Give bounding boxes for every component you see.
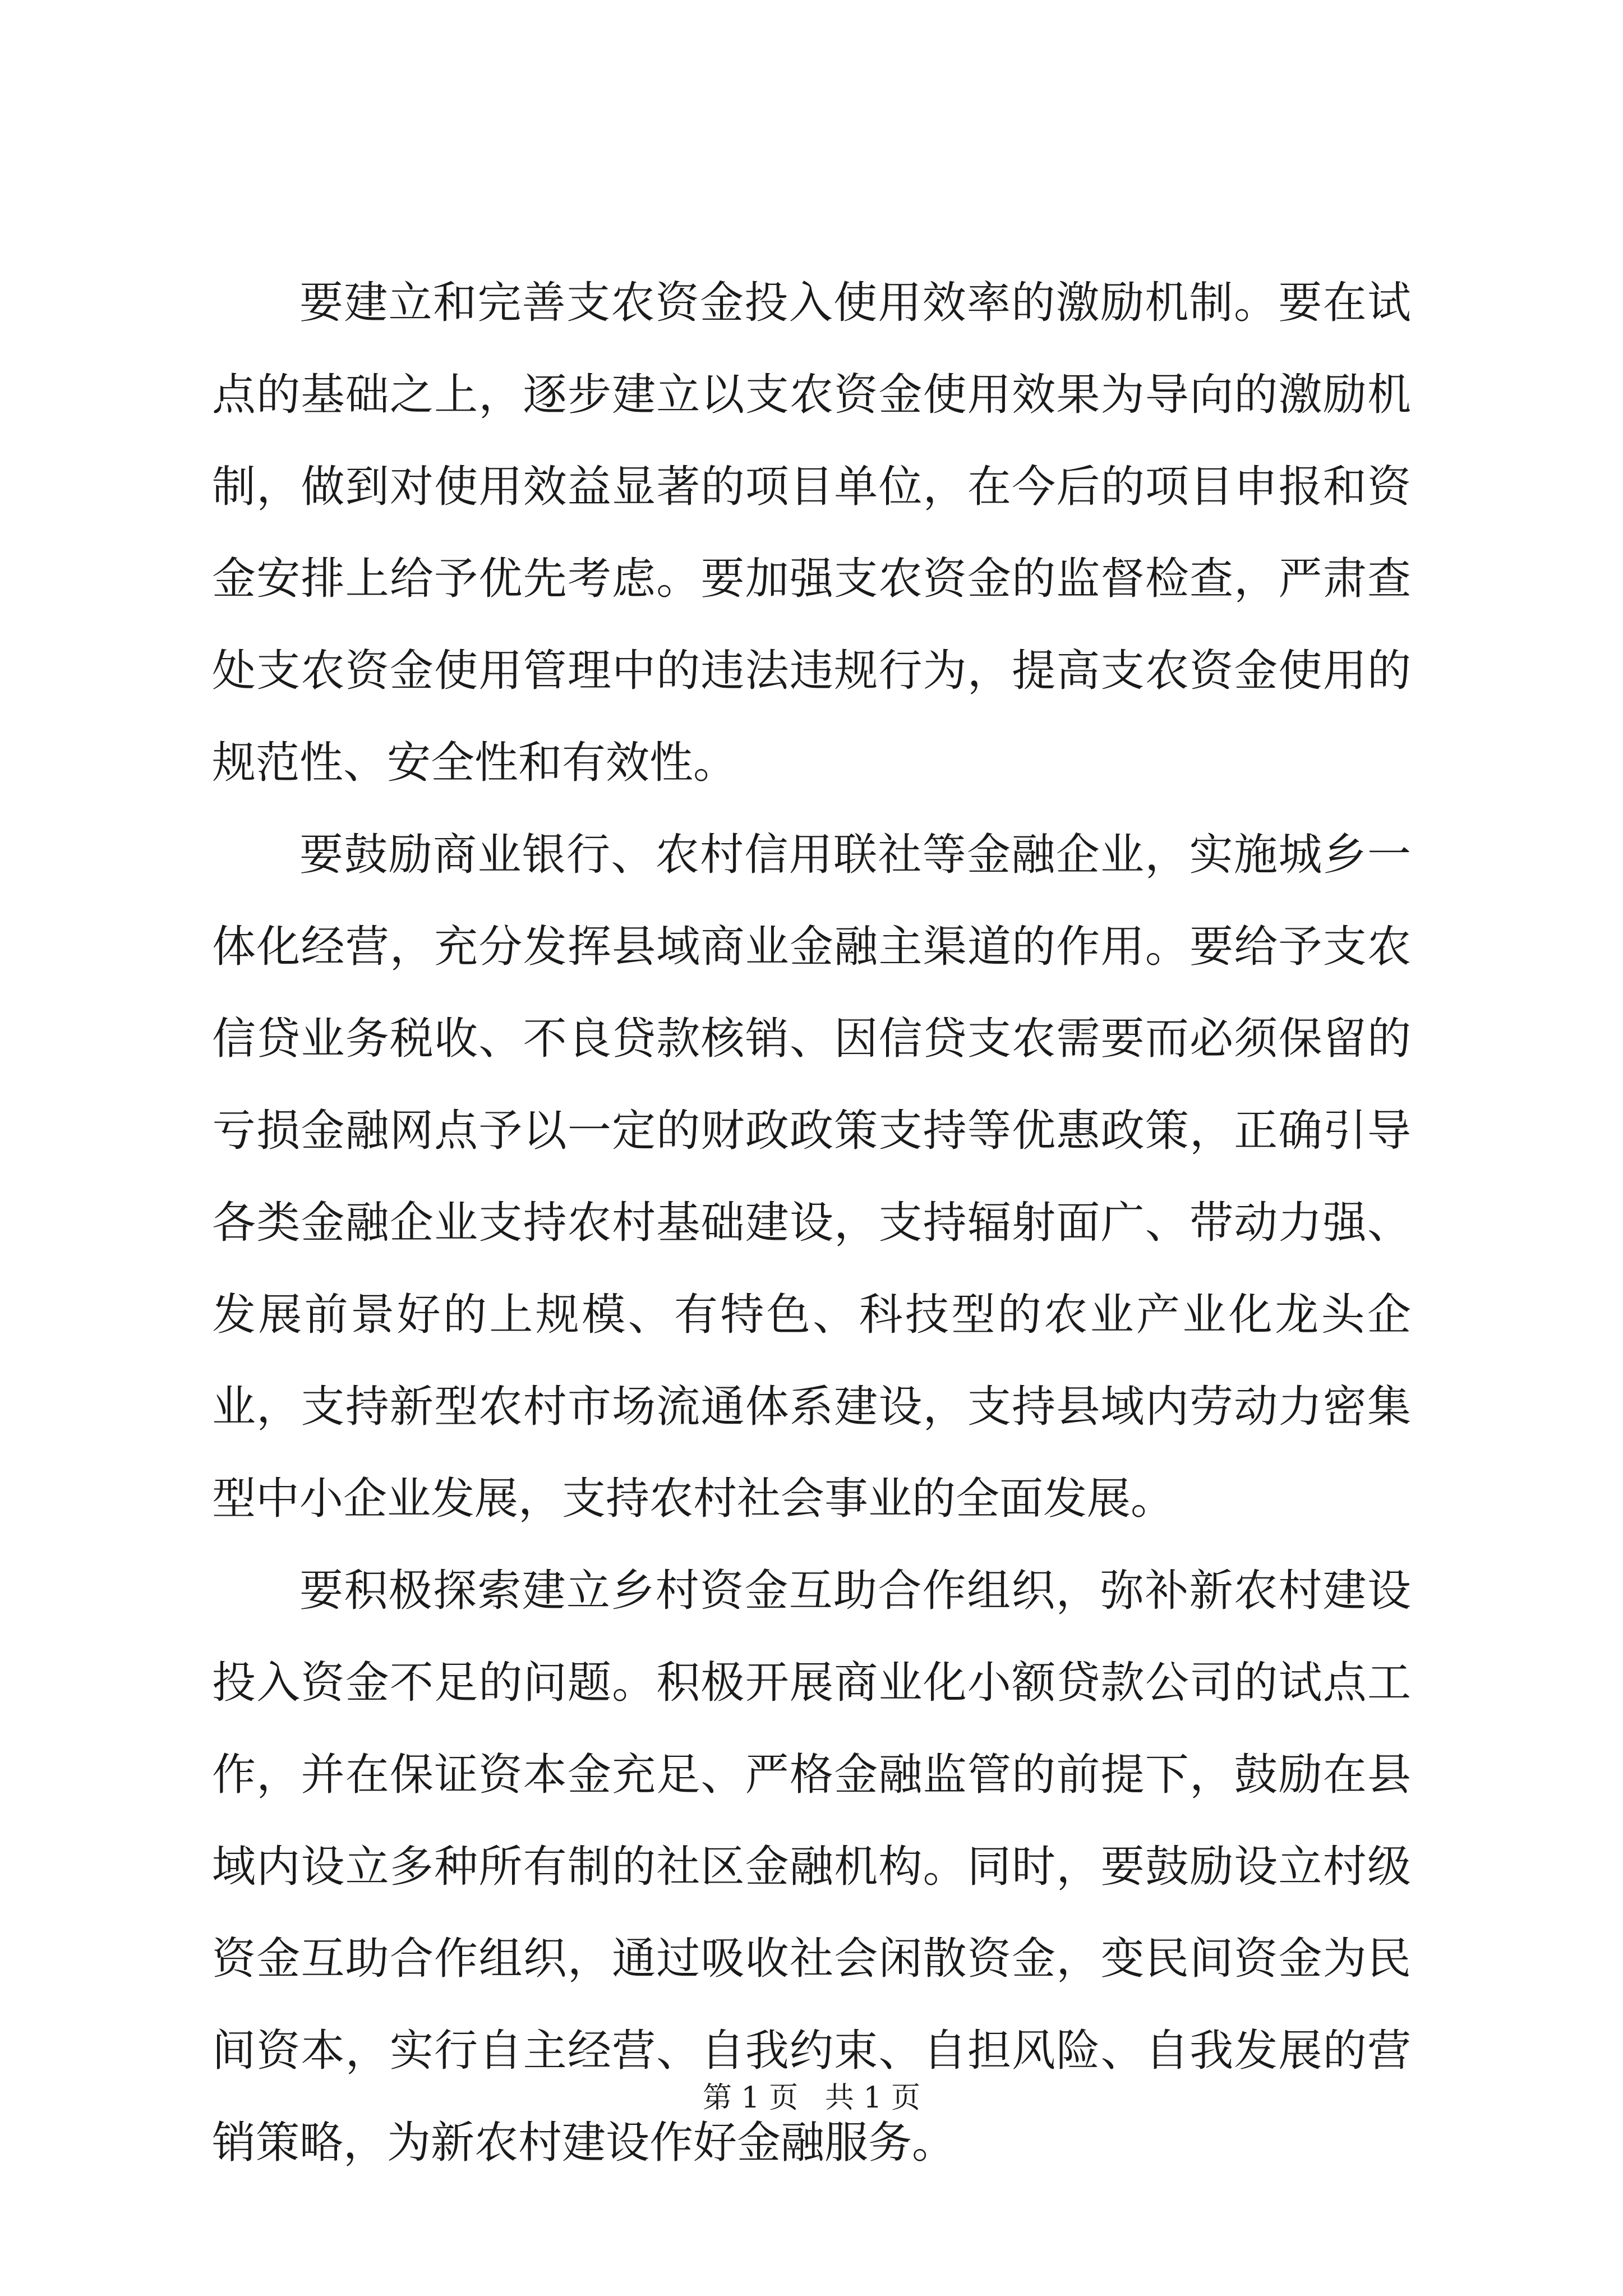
paragraph-3: 要积极探索建立乡村资金互助合作组织，弥补新农村建设投入资金不足的问题。积极开展商业化小额贷款公司的试点工作，并在保证资本金充足、严格金融监管的前提下，鼓励在县域内设立多种所有制的社区金融机构。同时，要鼓励设立村级资金互助合作组织，通过吸收社会闲散资金，变民间资金为民间资本，实行自主经营、自我约束、自担风险、自我发展的营销策略，为新农村建设作好金融服务。 xyxy=(212,1566,1411,2168)
page-number: 第 1 页 xyxy=(702,2081,799,2115)
page-total: 共 1 页 xyxy=(824,2081,921,2115)
paragraph-1: 要建立和完善支农资金投入使用效率的激励机制。要在试点的基础之上，逐步建立以支农资金使用效果为导向的激励机制，做到对使用效益显著的项目单位，在今后的项目申报和资金安排上给予优先考虑。要加强支农资金的监督检查，严肃查处支农资金使用管理中的违法违规行为，提高支农资金使用的规范性、安全性和有效性。 xyxy=(212,278,1411,788)
paragraph-2: 要鼓励商业银行、农村信用联社等金融企业，实施城乡一体化经营，充分发挥县域商业金融主渠道的作用。要给予支农信贷业务税收、不良贷款核销、因信贷支农需要而必须保留的亏损金融网点予以一定的财政政策支持等优惠政策，正确引导各类金融企业支持农村基础建设，支持辐射面广、带动力强、发展前景好的上规模、有特色、科技型的农业产业化龙头企业，支持新型农村市场流通体系建设，支持县域内劳动力密集型中小企业发展，支持农村社会事业的全面发展。 xyxy=(212,830,1411,1524)
document-body xyxy=(212,257,1411,2189)
page-footer xyxy=(0,2076,1623,2120)
